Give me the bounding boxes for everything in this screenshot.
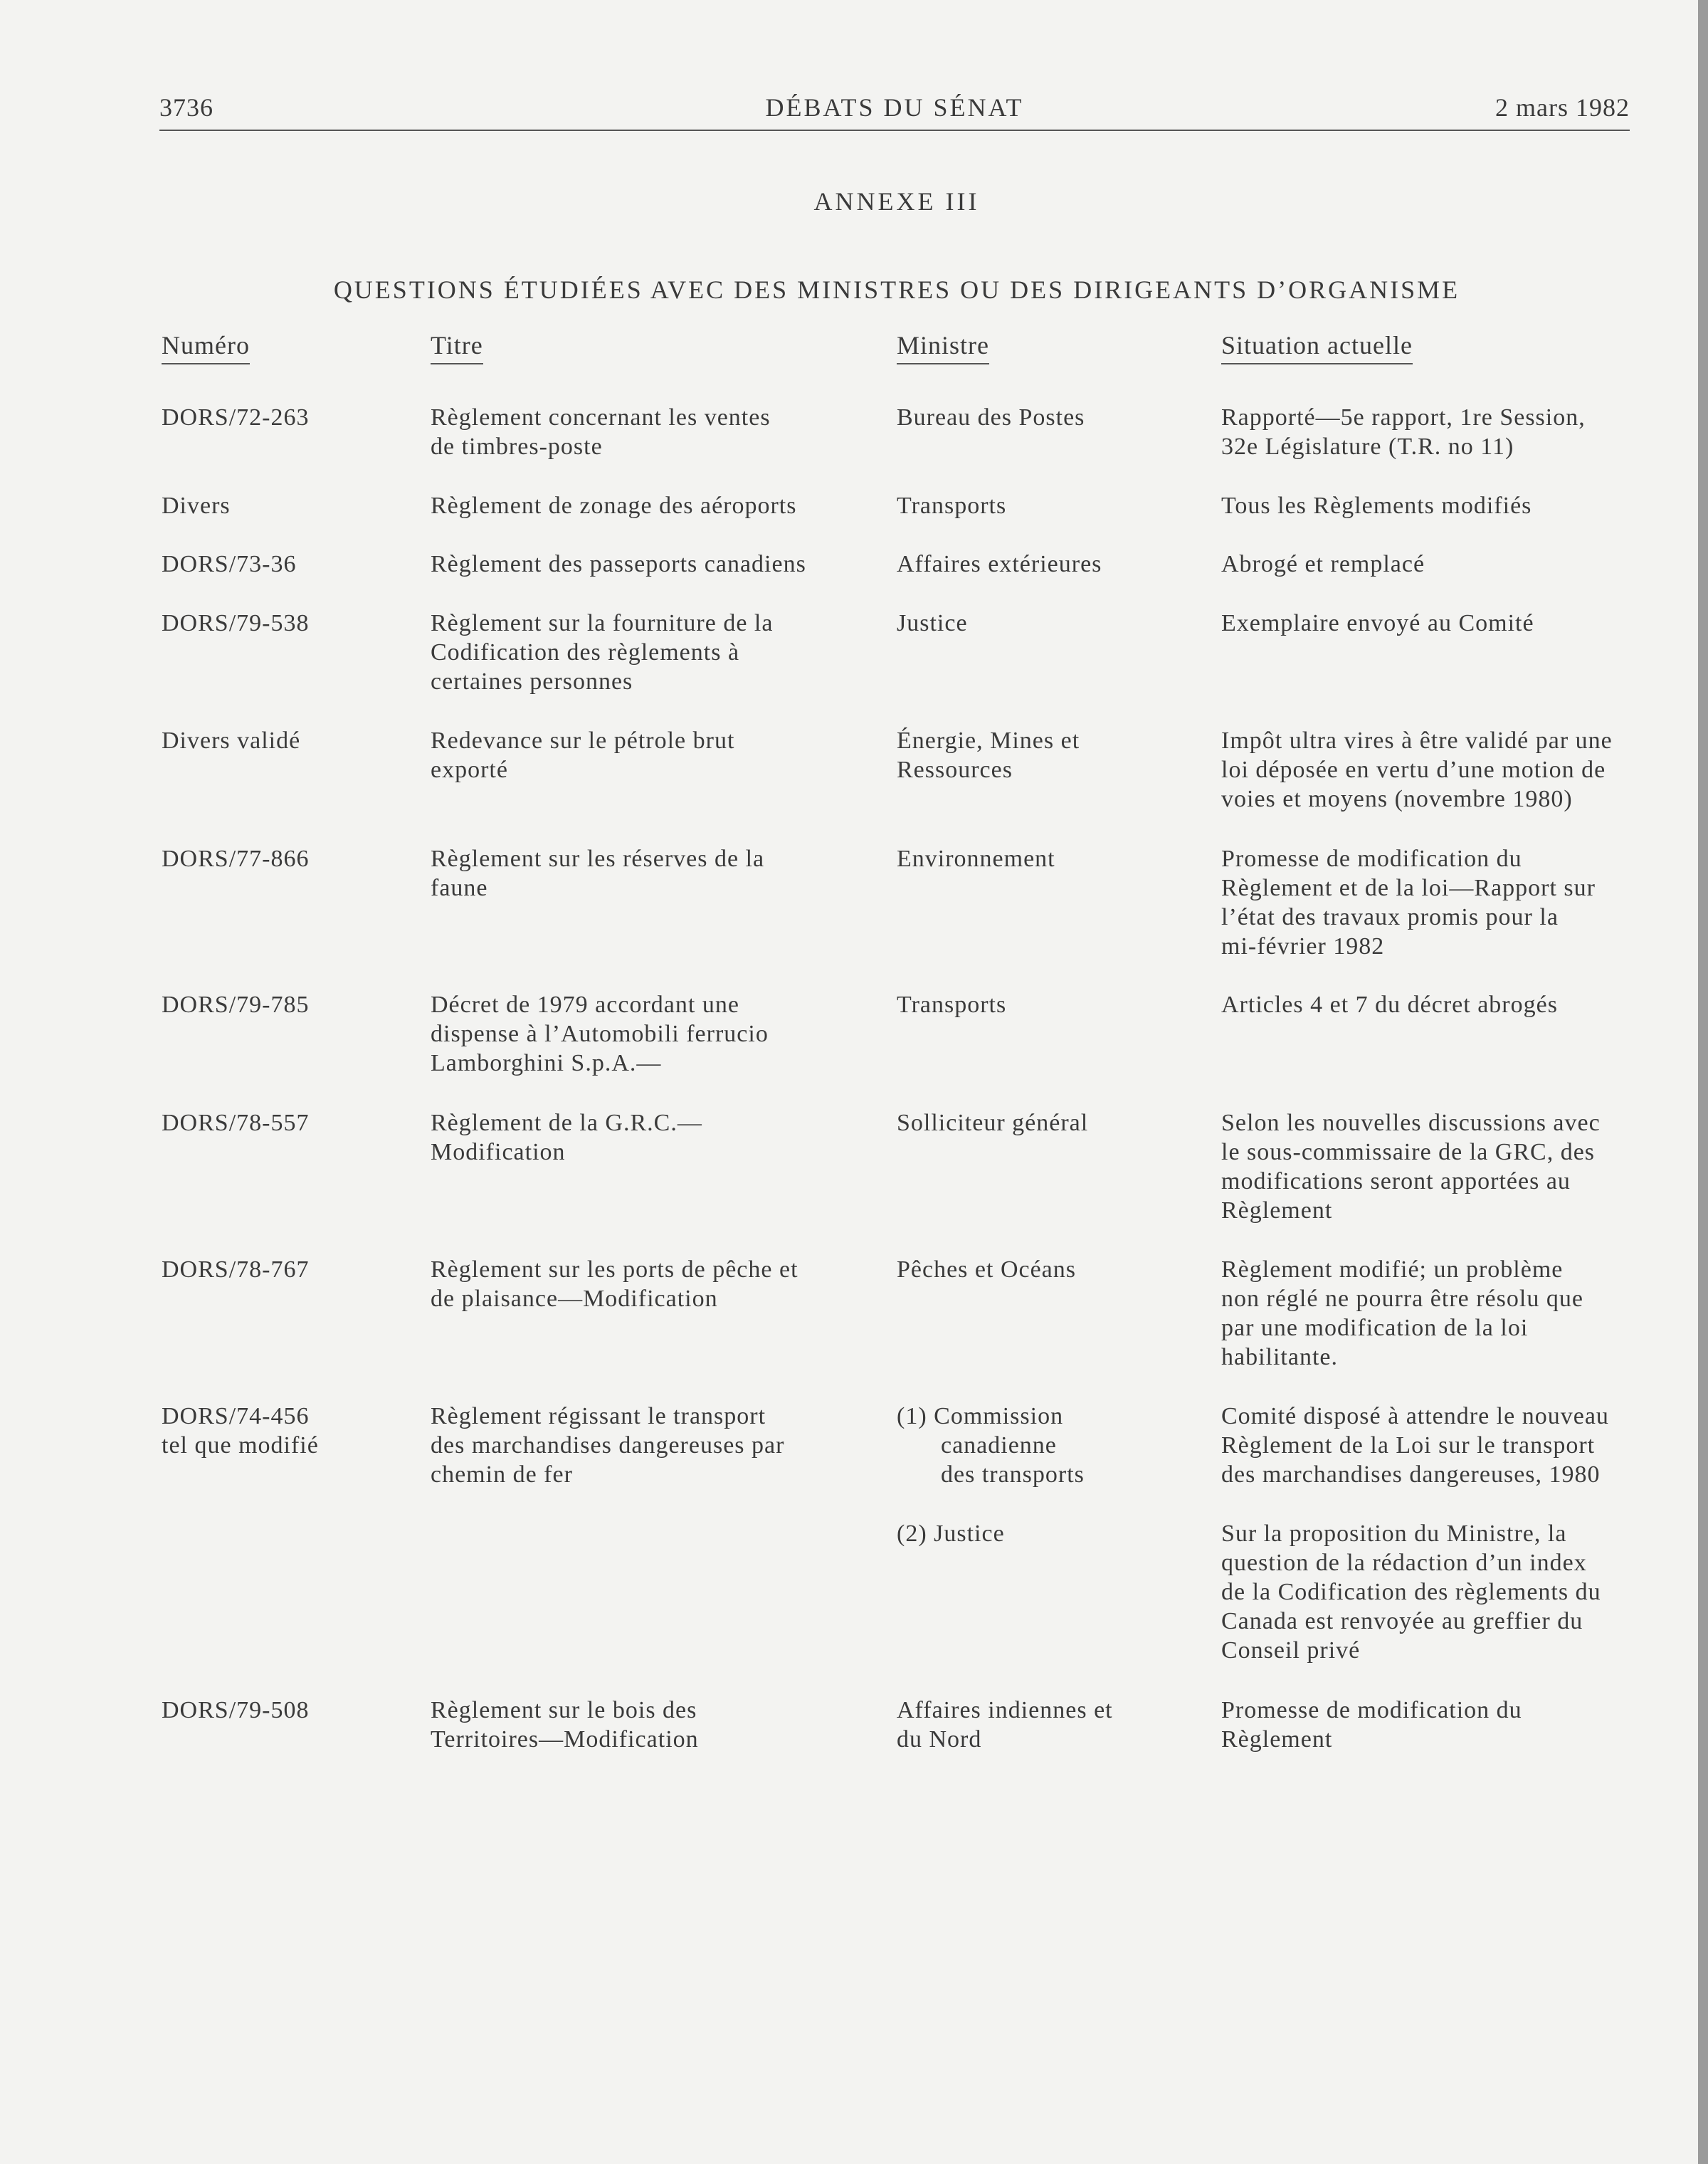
cell-line: Solliciteur général <box>897 1110 1089 1136</box>
cell-line: Énergie, Mines et <box>897 728 1080 754</box>
cell-line: Promesse de modification du <box>1221 1697 1522 1723</box>
cell-line: exporté <box>431 757 508 783</box>
cell-line: DORS/78-557 <box>162 1110 310 1136</box>
cell-ministre <box>897 844 1196 873</box>
cell-line: Transports <box>897 992 1007 1018</box>
cell-line: (2) Justice <box>897 1520 1005 1547</box>
cell-line: Règlement sur le bois des <box>431 1697 697 1723</box>
cell-numero <box>162 990 418 1019</box>
cell-line: Territoires—Modification <box>431 1726 699 1753</box>
cell-numero <box>162 844 418 873</box>
publication-title: DÉBATS DU SÉNAT <box>765 93 1024 122</box>
cell-line: Redevance sur le pétrole brut <box>431 728 735 754</box>
cell-numero <box>162 609 418 638</box>
cell-line: du Nord <box>897 1726 982 1753</box>
cell-line: Règlement <box>1221 1726 1333 1753</box>
publication-date: 2 mars 1982 <box>1495 93 1630 122</box>
cell-ministre <box>897 726 1196 784</box>
cell-titre <box>431 844 858 903</box>
page-edge <box>1698 0 1708 2164</box>
cell-line: Affaires extérieures <box>897 551 1102 577</box>
cell-line: habilitante. <box>1221 1344 1339 1370</box>
cell-line: DORS/79-538 <box>162 610 310 636</box>
cell-line: Règlement régissant le transport <box>431 1403 766 1429</box>
column-header-situation: Situation actuelle <box>1221 330 1413 364</box>
cell-numero <box>162 491 418 520</box>
cell-line: DORS/72-263 <box>162 404 310 431</box>
cell-ministre <box>897 491 1196 520</box>
cell-line: de timbres-poste <box>431 434 603 460</box>
cell-line: Règlement sur la fourniture de la <box>431 610 774 636</box>
cell-line: Règlement des passeports canadiens <box>431 551 806 577</box>
cell-line: des transports <box>941 1461 1085 1488</box>
cell-line: Règlement concernant les ventes <box>431 404 771 431</box>
cell-numero <box>162 1696 418 1725</box>
cell-numero <box>162 726 418 755</box>
cell-line: modifications seront apportées au <box>1221 1168 1571 1194</box>
cell-numero <box>162 550 418 579</box>
cell-line: Divers <box>162 493 231 519</box>
cell-situation <box>1221 1255 1638 1372</box>
cell-line: canadienne <box>941 1432 1057 1459</box>
cell-line: non réglé ne pourra être résolu que <box>1221 1286 1583 1312</box>
cell-line: faune <box>431 875 488 901</box>
cell-ministre <box>897 1108 1196 1138</box>
cell-titre <box>431 990 858 1078</box>
cell-numero <box>162 403 418 432</box>
cell-line: des marchandises dangereuses par <box>431 1432 785 1459</box>
cell-line: Règlement et de la loi—Rapport sur <box>1221 875 1596 901</box>
cell-line: Règlement <box>1221 1197 1333 1224</box>
cell-titre <box>431 550 858 579</box>
cell-line: DORS/78-767 <box>162 1256 310 1283</box>
cell-situation <box>1221 844 1638 961</box>
cell-line: Articles 4 et 7 du décret abrogés <box>1221 992 1558 1018</box>
cell-titre <box>431 609 858 696</box>
cell-line: DORS/79-785 <box>162 992 310 1018</box>
cell-ministre <box>897 990 1196 1019</box>
cell-line: Règlement modifié; un problème <box>1221 1256 1564 1283</box>
cell-situation <box>1221 1402 1638 1489</box>
cell-line: de plaisance—Modification <box>431 1286 718 1312</box>
cell-titre <box>431 1255 858 1313</box>
cell-line: Affaires indiennes et <box>897 1697 1113 1723</box>
cell-line: Règlement de la Loi sur le transport <box>1221 1432 1596 1459</box>
cell-ministre <box>897 609 1196 638</box>
cell-situation <box>1221 550 1638 579</box>
cell-line: Selon les nouvelles discussions avec <box>1221 1110 1601 1136</box>
cell-line: certaines personnes <box>431 668 633 695</box>
cell-line: Décret de 1979 accordant une <box>431 992 739 1018</box>
cell-line: dispense à l’Automobili ferrucio <box>431 1021 769 1047</box>
cell-line: Comité disposé à attendre le nouveau <box>1221 1403 1609 1429</box>
cell-situation <box>1221 1696 1638 1754</box>
cell-line: par une modification de la loi <box>1221 1315 1529 1341</box>
cell-line: Environnement <box>897 846 1055 872</box>
column-header-ministre: Ministre <box>897 330 989 364</box>
cell-ministre <box>897 1255 1196 1284</box>
cell-line: DORS/74-456 <box>162 1403 310 1429</box>
cell-line: Abrogé et remplacé <box>1221 551 1425 577</box>
cell-line: Transports <box>897 493 1007 519</box>
cell-line: voies et moyens (novembre 1980) <box>1221 786 1573 812</box>
page-number: 3736 <box>159 93 214 122</box>
cell-situation <box>1221 403 1638 461</box>
cell-ministre <box>897 1402 1196 1489</box>
cell-situation <box>1221 491 1638 520</box>
cell-titre <box>431 491 858 520</box>
cell-line: des marchandises dangereuses, 1980 <box>1221 1461 1601 1488</box>
cell-titre <box>431 403 858 461</box>
cell-titre <box>431 1696 858 1754</box>
cell-situation <box>1221 1108 1638 1225</box>
cell-situation <box>1221 1519 1638 1665</box>
cell-situation <box>1221 609 1638 638</box>
annex-title: ANNEXE III <box>813 187 980 216</box>
page-header <box>159 90 1630 131</box>
cell-line: Modification <box>431 1139 566 1165</box>
cell-line: 32e Législature (T.R. no 11) <box>1221 434 1514 460</box>
cell-line: Codification des règlements à <box>431 639 740 666</box>
cell-numero <box>162 1402 418 1460</box>
cell-ministre <box>897 1696 1196 1754</box>
cell-ministre <box>897 1519 1196 1548</box>
column-header-titre: Titre <box>431 330 483 364</box>
cell-line: DORS/79-508 <box>162 1697 310 1723</box>
cell-titre <box>431 1108 858 1167</box>
cell-line: Exemplaire envoyé au Comité <box>1221 610 1534 636</box>
cell-line: Règlement de la G.R.C.— <box>431 1110 702 1136</box>
cell-line: loi déposée en vertu d’une motion de <box>1221 757 1606 783</box>
cell-line: Rapporté—5e rapport, 1re Session, <box>1221 404 1586 431</box>
cell-line: Canada est renvoyée au greffier du <box>1221 1608 1583 1634</box>
column-header-numero: Numéro <box>162 330 250 364</box>
section-title: QUESTIONS ÉTUDIÉES AVEC DES MINISTRES OU DES DIRIGEANTS D’ORGANISME <box>333 275 1460 304</box>
cell-line: DORS/73-36 <box>162 551 297 577</box>
cell-line: (1) Commission <box>897 1403 1064 1429</box>
cell-line: Règlement de zonage des aéroports <box>431 493 797 519</box>
cell-line: question de la rédaction d’un index <box>1221 1550 1587 1576</box>
cell-line: Ressources <box>897 757 1013 783</box>
cell-line: Promesse de modification du <box>1221 846 1522 872</box>
cell-line: Sur la proposition du Ministre, la <box>1221 1520 1567 1547</box>
cell-ministre <box>897 550 1196 579</box>
cell-line: l’état des travaux promis pour la <box>1221 904 1559 930</box>
cell-line: Règlement sur les réserves de la <box>431 846 765 872</box>
cell-line: Règlement sur les ports de pêche et <box>431 1256 798 1283</box>
cell-numero <box>162 1255 418 1284</box>
cell-line: Justice <box>897 610 968 636</box>
cell-numero <box>162 1108 418 1138</box>
cell-line: mi-février 1982 <box>1221 933 1385 960</box>
cell-line: chemin de fer <box>431 1461 573 1488</box>
cell-line: Impôt ultra vires à être validé par une <box>1221 728 1613 754</box>
cell-line: Bureau des Postes <box>897 404 1085 431</box>
cell-titre <box>431 726 858 784</box>
cell-line: DORS/77-866 <box>162 846 310 872</box>
cell-line: le sous-commissaire de la GRC, des <box>1221 1139 1596 1165</box>
cell-situation <box>1221 726 1638 814</box>
cell-line: tel que modifié <box>162 1432 319 1459</box>
cell-line: de la Codification des règlements du <box>1221 1579 1601 1605</box>
cell-line: Tous les Règlements modifiés <box>1221 493 1532 519</box>
cell-line: Pêches et Océans <box>897 1256 1077 1283</box>
cell-line: Divers validé <box>162 728 301 754</box>
cell-ministre <box>897 403 1196 432</box>
cell-line: Conseil privé <box>1221 1637 1361 1664</box>
cell-situation <box>1221 990 1638 1019</box>
cell-titre <box>431 1402 858 1489</box>
cell-line: Lamborghini S.p.A.— <box>431 1050 662 1076</box>
